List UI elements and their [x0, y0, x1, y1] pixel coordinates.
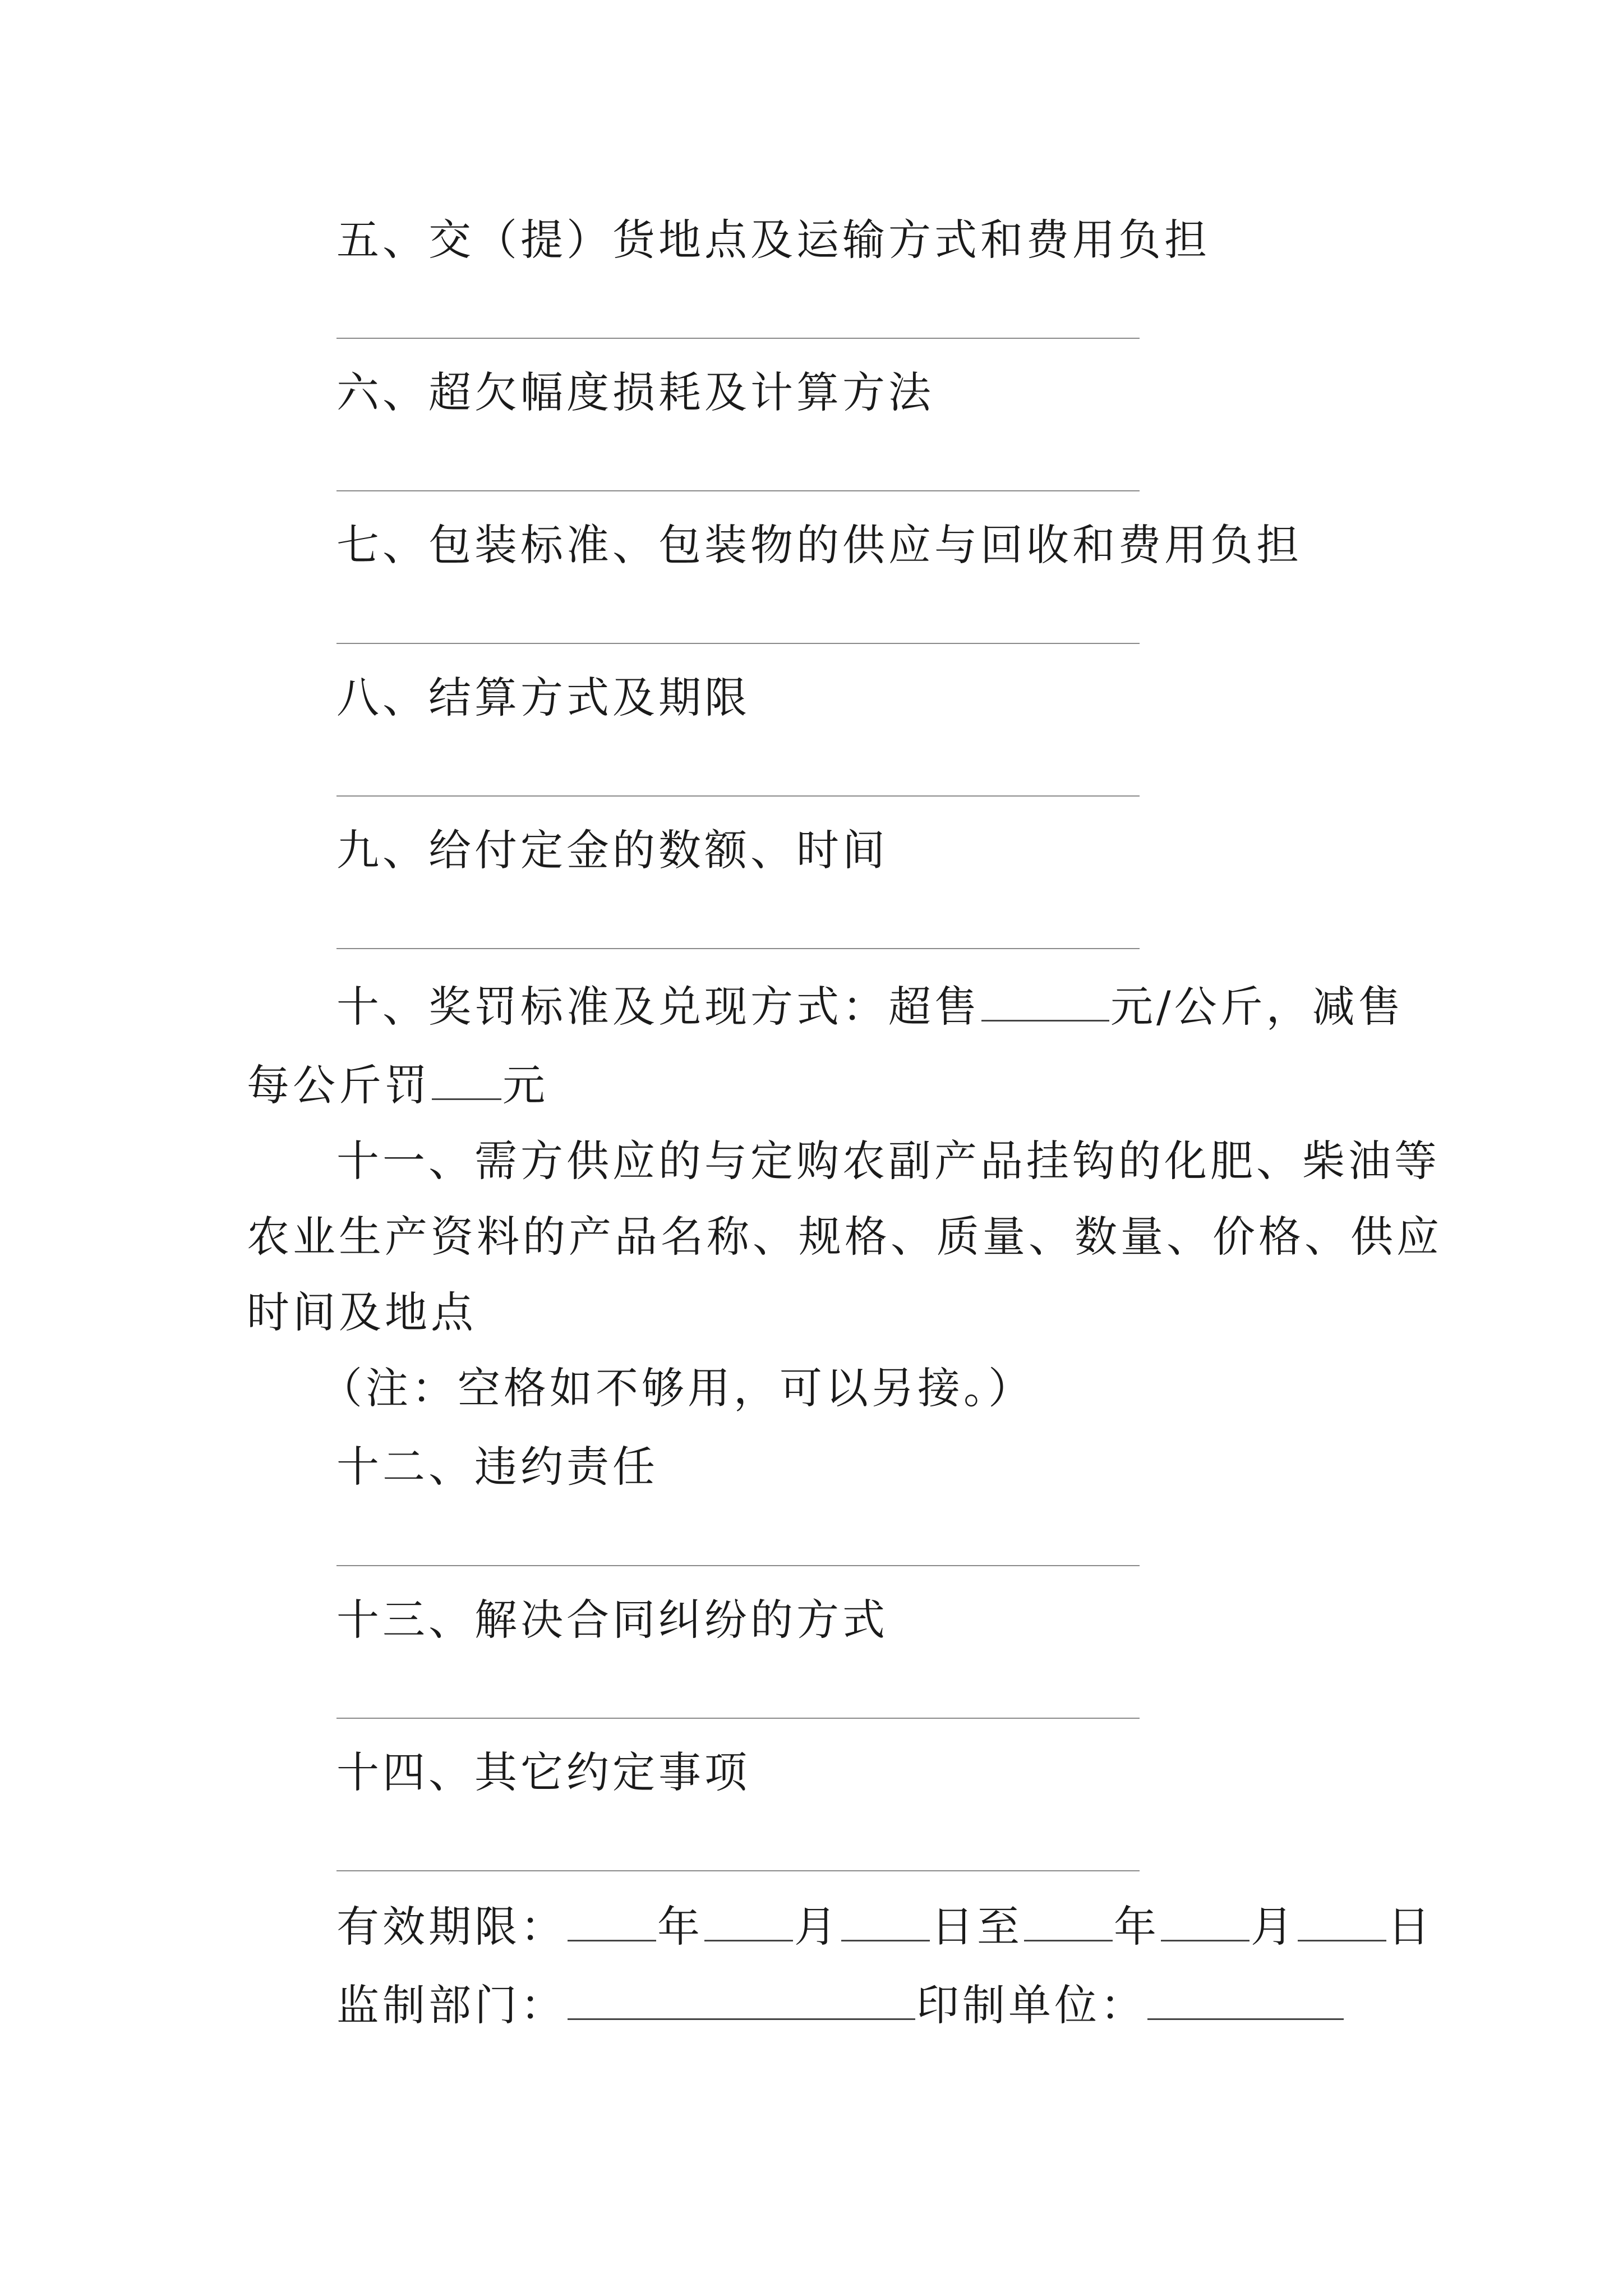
end-year-blank[interactable]: [1024, 1901, 1113, 1941]
section-9-heading: 九、给付定金的数额、时间: [336, 825, 888, 875]
section-7-heading: 七、包装标准、包装物的供应与回收和费用负担: [336, 520, 1302, 570]
section-14-answer-line: [336, 1870, 1140, 1871]
start-day-blank[interactable]: [841, 1901, 930, 1941]
section-6-heading: 六、超欠幅度损耗及计算方法: [336, 367, 934, 417]
undersale-penalty-blank[interactable]: [432, 1059, 501, 1100]
supervisor-label: 监制部门：: [336, 1980, 566, 2030]
end-day-blank[interactable]: [1298, 1901, 1386, 1941]
start-month-blank[interactable]: [704, 1901, 793, 1941]
section-8-answer-line: [336, 795, 1140, 797]
footer-line: [336, 1977, 1345, 2033]
section-10-text-b: 元/公斤，减售: [1110, 982, 1404, 1032]
section-10-line-1: [336, 979, 1404, 1035]
start-year-blank[interactable]: [568, 1901, 656, 1941]
validity-line: [336, 1899, 1433, 1955]
section-11-line-3: 时间及地点: [247, 1287, 477, 1337]
section-13-answer-line: [336, 1718, 1140, 1719]
end-month-unit: 月: [1251, 1902, 1297, 1952]
section-10-text-c: 每公斤罚: [247, 1060, 431, 1110]
section-9-answer-line: [336, 948, 1140, 949]
supervisor-blank[interactable]: [568, 1979, 915, 2020]
section-14-heading: 十四、其它约定事项: [336, 1747, 750, 1797]
start-month-unit: 月: [794, 1902, 840, 1952]
section-10-text-a: 十、奖罚标准及兑现方式：超售: [336, 982, 980, 1032]
section-6-answer-line: [336, 490, 1140, 491]
section-10-line-2: [247, 1057, 548, 1114]
oversale-reward-blank[interactable]: [981, 981, 1109, 1022]
end-month-blank[interactable]: [1161, 1901, 1249, 1941]
section-5-heading: 五、交（提）货地点及运输方式和费用负担: [336, 215, 1210, 265]
section-12-answer-line: [336, 1565, 1140, 1566]
section-11-line-1: 十一、需方供应的与定购农副产品挂钩的化肥、柴油等: [336, 1136, 1440, 1186]
end-day-unit: 日: [1387, 1902, 1433, 1952]
start-year-unit: 年: [657, 1902, 703, 1952]
section-8-heading: 八、结算方式及期限: [336, 673, 750, 723]
validity-label: 有效期限：: [336, 1902, 566, 1952]
note-text: （注：空格如不够用，可以另接。）: [320, 1363, 1034, 1413]
section-12-heading: 十二、违约责任: [336, 1442, 658, 1492]
start-day-to: 日至: [931, 1902, 1023, 1952]
section-13-heading: 十三、解决合同纠纷的方式: [336, 1595, 888, 1645]
section-5-answer-line: [336, 338, 1140, 339]
section-10-text-d: 元: [502, 1060, 548, 1110]
section-7-answer-line: [336, 643, 1140, 644]
printer-label: 印制单位：: [916, 1980, 1146, 2030]
printer-blank[interactable]: [1147, 1979, 1344, 2020]
end-year-unit: 年: [1114, 1902, 1160, 1952]
section-11-line-2: 农业生产资料的产品名称、规格、质量、数量、价格、供应: [247, 1212, 1442, 1262]
